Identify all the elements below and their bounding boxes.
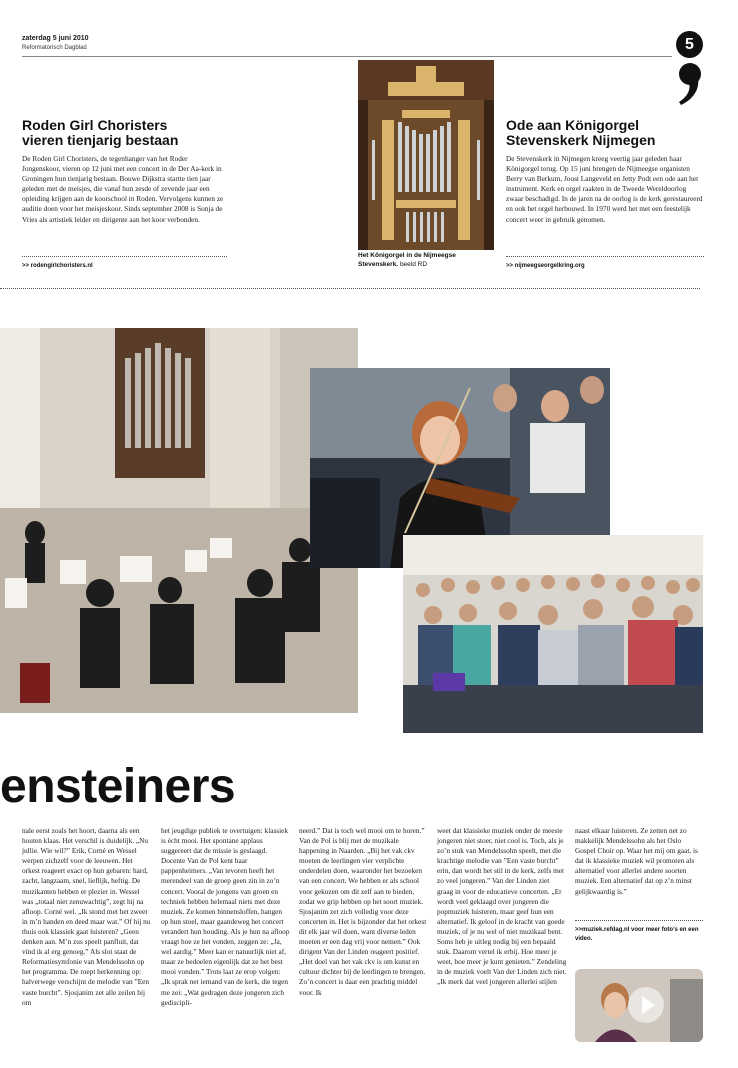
photo-credit: beeld RD (399, 260, 428, 268)
title-line-1: Ode aan Königorgel (506, 117, 640, 133)
article-title (506, 118, 704, 148)
article-konigorgel (506, 118, 704, 225)
feature-column-5: naast elkaar luisteren. Ze zetten net zo makkelijk Mendelssohn als het Oslo Gospel Choir op. Waar het mij om gaat, is dat ik klassieke muziek wil promoten als alternatief voor allerlei andere soorten muziek. Een alternatief dat op z’n minst gelijkwaardig is.” (575, 826, 698, 896)
video-link[interactable]: >>muziek.refdag.nl voor meer foto’s en een video. (575, 927, 699, 942)
feature-title: ensteiners (0, 760, 236, 813)
play-icon[interactable] (628, 987, 664, 1023)
student-audience-photo (403, 535, 703, 733)
header-divider (22, 56, 672, 57)
comma-logo-icon (676, 62, 704, 106)
organ-photo-caption (358, 252, 494, 269)
link-divider (506, 256, 704, 257)
feature-column-4: weet dat klassieke muziek onder de meeste jongeren niet stoer, niet cool is. Toch, als je zo’n stuk van Mendelssohn speelt, met die krachtige melodie van ”Een vaste burcht” erin, dan wordt het stil in de kerk, zelfs met zo veel jongeren.” Van der Linden ziet graag in voor de educatieve concerten. „Er wordt veel geklaagd over jongeren die popmuziek luisteren, maar geef hun een alternatief. Ik geloof in de kracht van goede muziek, of je nu wel of niet muzikaal bent. Soms heb je uitleg nodig bij een bepaald stuk. Daarom vertel ik erbij. Hoe meer je weet, hoe meer je kunt genieten.” Zendeling in de muziek voelt Van der Linden zich niet. „Ik merk dat veel jongeren allerlei stijlen (437, 826, 567, 987)
newspaper-name: Reformatorisch Dagblad (22, 45, 87, 51)
organ-photo (358, 60, 494, 250)
page-number-badge: 5 (676, 31, 703, 58)
video-thumbnail[interactable] (575, 969, 703, 1042)
title-line-2: vieren tienjarig bestaan (22, 132, 179, 148)
article-roden-girl-choristers (22, 118, 227, 225)
website-link[interactable]: >> nijmeegseorgelkring.org (506, 263, 585, 269)
article-body: De Stevenskerk in Nijmegen kreeg veertig jaar geleden haar Königorgel terug. Op 15 juni brengen de Nijmeegse organisten Berry van Berkum, Joost Langeveld en Jetty Podt een ode aan het instrument. Kerk en orgel raakten in de Tweede Wereldoorlog zwaar beschadigd. In de jaren na de oorlog is de kerk gerestaureerd en ook het orgel herbouwd. In 1970 werd het met een feestelijk concert weer in gebruik genomen. (506, 154, 703, 224)
title-line-2: Stevenskerk Nijmegen (506, 132, 656, 148)
website-link[interactable]: >> rodengirlchoristers.nl (22, 263, 93, 269)
link-divider (22, 256, 227, 257)
section-divider (0, 288, 700, 289)
feature-column-2: het jeugdige publiek te overtuigen: klassiek is écht mooi. Het spontane applaus suggereert dat de missie is geslaagd. Docente Van de Pol kent haar pappenheimers. „Van tevoren heeft het merendeel van de groep geen zin in zo’n concert. Vooral de jongens van groen en techniek hebben helemaal niets met deze muziek. Ze komen binnensloffen, hangen op hun stoel, maar gaandeweg het concert verandert hun houding. Als je hun na afloop vraagt hoe ze het vonden, zeggen ze: „Ja, wel aardig.” Meer kan er natuurlijk niet af, maar ze bedoelen eigenlijk dat ze het best mooi vonden.” Trots laat ze erop volgen: „Ik sprak net iemand van de kerk, die tegen me zei: „Wat gedragen deze jongeren zich gediscipli- (161, 826, 290, 1007)
church-orchestra-photo (0, 328, 358, 713)
issue-date: zaterdag 5 juni 2010 (22, 35, 89, 42)
video-link-divider (575, 920, 703, 921)
title-line-1: Roden Girl Choristers (22, 117, 168, 133)
caption-text: Het Königorgel in de Nijmeegse Stevenskerk. (358, 252, 456, 268)
article-title (22, 118, 227, 148)
feature-column-3: neerd.” Dat is toch wel mooi om te horen.” Van de Pol is blij met de muzikale happening in Naarden. „Bij het vak ckv moeten de leerlingen vier verplichte onderdelen doen, waaronder het bezoeken van een concert. We hebben er als school voor gekozen om dit zelf aan te bieden, zodat we grip hebben op het soort muziek. Sjosjanim zet zich volledig voor deze concerten in. Het is bijzonder dat het orkest dit elk jaar wil doen, want diverse leden moeten er een dag vrij voor nemen.” Ook dirigent Van der Linden reageert positief. „Het doel van het vak ckv is om kunst en cultuur dichter bij de leerlingen te brengen. Zo’n concert is daar een prachtig middel voor. Ik (299, 826, 427, 997)
article-body: De Roden Girl Choristers, de tegenhanger van het Roder Jongenskoor, vieren op 12 juni met een concert in de Der Aa-kerk in Groningen hun tienjarig bestaan. Bouwe Dijkstra startte tien jaar geleden met de meisjes, die vanaf hun zesde of zevende jaar een opleiding krijgen aan de koorschool in Roden. Vervolgens kunnen ze auditie doen voor het meisjeskoor. Sinds september 2008 is Sonja de Vries als artistiek leider en dirigente aan het koor verbonden. (22, 154, 224, 224)
feature-column-1: nale eerst zoals het hoort, daarna als een houten klaas. Het verschil is duidelijk. „Nu jullie. Wie wil?” Erik, Corné en Wessel werpen zichzelf voor de leeuwen. Het orkest reageert exact op hun gebaren: hard, zacht, langzaam, snel, lieflijk, heftig. De muzikanten hebben er plezier in. Wessel was „totaal niet zenuwachtig”, zegt hij na afloop. Corné wel. „Ik stond met het zweet in m’n handen en deed maar wat.” Of hij nu thuis ook klassiek gaat luisteren? „Geen denken aan. M’n zus speelt panfluit, dat vind ik al erg genoeg.” Als slot staat de Reformatiesymfonie van Mendelssohn op het programma. De roept herkenning op: halverwege verschijnt de melodie van ”Een vaste burcht”. Sjosjanim zet alle zeilen bij om (22, 826, 151, 1007)
